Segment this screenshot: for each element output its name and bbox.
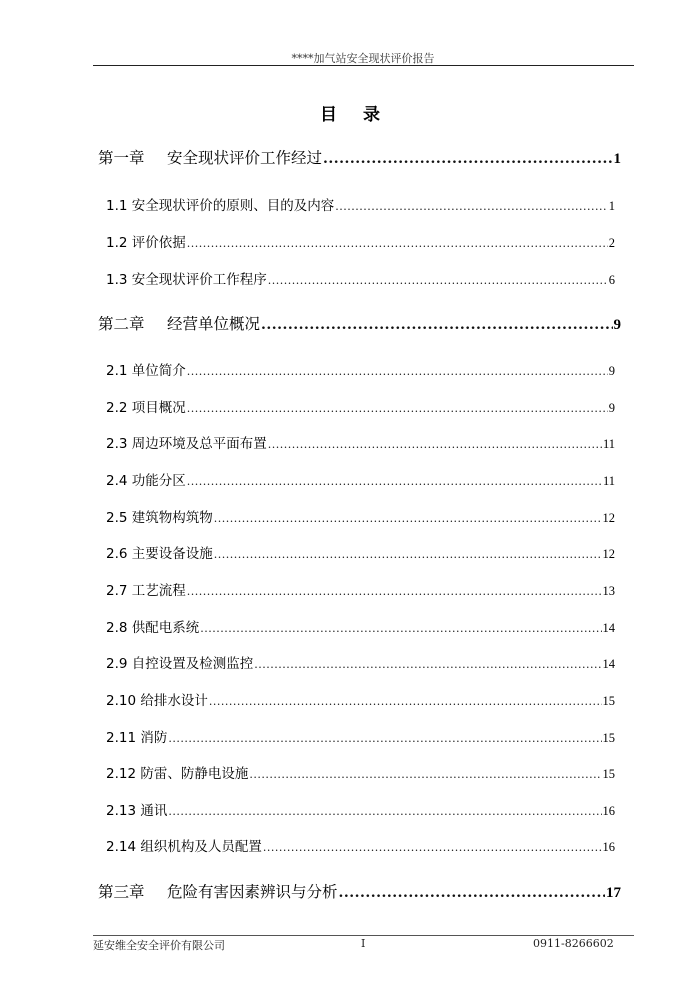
chapter-title: 安全现状评价工作经过: [167, 149, 323, 167]
chapter-title: 经营单位概况: [167, 315, 261, 333]
section-title: 2.8 供配电系统: [106, 620, 200, 636]
toc-section-2-1[interactable]: [106, 359, 615, 379]
section-title: 2.6 主要设备设施: [106, 546, 213, 562]
page-number: 6: [608, 273, 615, 287]
dot-leader: [268, 272, 608, 288]
dot-leader: [249, 766, 601, 782]
page-number: 9: [608, 401, 615, 415]
footer-rule: [93, 935, 634, 936]
dot-leader: [263, 839, 602, 855]
toc-chapter-1[interactable]: [98, 146, 621, 168]
chapter-title: 危险有害因素辨识与分析: [167, 883, 338, 901]
section-title: 2.2 项目概况: [106, 400, 186, 416]
toc-section-2-14[interactable]: [106, 835, 615, 855]
page-number: 11: [602, 437, 615, 451]
page-number: 11: [602, 474, 615, 488]
dot-leader: [339, 883, 605, 901]
page-number: 1: [608, 199, 615, 213]
dot-leader: [335, 198, 607, 214]
dot-leader: [209, 693, 602, 709]
page-header: ****加气站安全现状评价报告: [291, 52, 435, 65]
section-title: 1.1 安全现状评价的原则、目的及内容: [106, 198, 335, 214]
section-title: 2.7 工艺流程: [106, 583, 186, 599]
section-title: 2.4 功能分区: [106, 473, 186, 489]
page-number: 15: [602, 767, 615, 781]
page-number: 12: [602, 547, 615, 561]
dot-leader: [187, 473, 602, 489]
toc-chapter-2[interactable]: [98, 312, 621, 334]
chapter-number: 第一章: [98, 149, 145, 167]
dot-leader: [323, 149, 612, 167]
page-number: 14: [602, 657, 615, 671]
page-number: 9: [608, 364, 615, 378]
footer-page-number: I: [361, 937, 366, 950]
dot-leader: [214, 510, 602, 526]
footer-phone: 0911-8266602: [533, 937, 614, 950]
dot-leader: [187, 400, 608, 416]
section-title: 2.13 通讯: [106, 803, 168, 819]
dot-leader: [268, 436, 602, 452]
toc-section-2-13[interactable]: [106, 799, 615, 819]
toc-section-2-6[interactable]: [106, 542, 615, 562]
page-number: 1: [613, 151, 621, 167]
page-number: 9: [613, 317, 621, 333]
page-number: 13: [602, 584, 615, 598]
toc-section-2-4[interactable]: [106, 469, 615, 489]
toc-section-1-1[interactable]: [106, 194, 615, 214]
page-number: 2: [608, 236, 615, 250]
section-title: 1.3 安全现状评价工作程序: [106, 272, 267, 288]
dot-leader: [214, 546, 602, 562]
toc-section-2-3[interactable]: [106, 432, 615, 452]
toc-chapter-3[interactable]: [98, 880, 621, 902]
toc-title: 目录: [320, 105, 406, 125]
section-title: 2.3 周边环境及总平面布置: [106, 436, 267, 452]
dot-leader: [200, 620, 601, 636]
section-title: 2.5 建筑物构筑物: [106, 510, 213, 526]
toc-section-2-12[interactable]: [106, 762, 615, 782]
toc-section-2-2[interactable]: [106, 396, 615, 416]
dot-leader: [254, 656, 601, 672]
section-title: 2.9 自控设置及检测监控: [106, 656, 254, 672]
toc-section-2-10[interactable]: [106, 689, 615, 709]
chapter-number: 第二章: [98, 315, 145, 333]
page-number: 16: [602, 804, 615, 818]
section-title: 2.1 单位简介: [106, 363, 186, 379]
toc-section-2-9[interactable]: [106, 652, 615, 672]
section-title: 1.2 评价依据: [106, 235, 186, 251]
chapter-number: 第三章: [98, 883, 145, 901]
dot-leader: [187, 235, 608, 251]
section-title: 2.10 给排水设计: [106, 693, 208, 709]
toc-section-2-11[interactable]: [106, 726, 615, 746]
toc-section-1-3[interactable]: [106, 268, 615, 288]
toc-section-2-8[interactable]: [106, 616, 615, 636]
dot-leader: [187, 583, 602, 599]
footer-company: 延安维全安全评价有限公司: [93, 939, 225, 952]
page-number: 17: [606, 885, 621, 901]
section-title: 2.11 消防: [106, 730, 168, 746]
dot-leader: [168, 803, 601, 819]
toc-section-1-2[interactable]: [106, 231, 615, 251]
page-number: 16: [602, 840, 615, 854]
header-rule: [93, 65, 634, 66]
dot-leader: [168, 730, 601, 746]
page-number: 15: [602, 694, 615, 708]
dot-leader: [261, 315, 612, 333]
toc-section-2-5[interactable]: [106, 506, 615, 526]
page-number: 12: [602, 511, 615, 525]
page-number: 15: [602, 731, 615, 745]
toc-section-2-7[interactable]: [106, 579, 615, 599]
dot-leader: [187, 363, 608, 379]
section-title: 2.12 防雷、防静电设施: [106, 766, 249, 782]
page-number: 14: [602, 621, 615, 635]
section-title: 2.14 组织机构及人员配置: [106, 839, 262, 855]
